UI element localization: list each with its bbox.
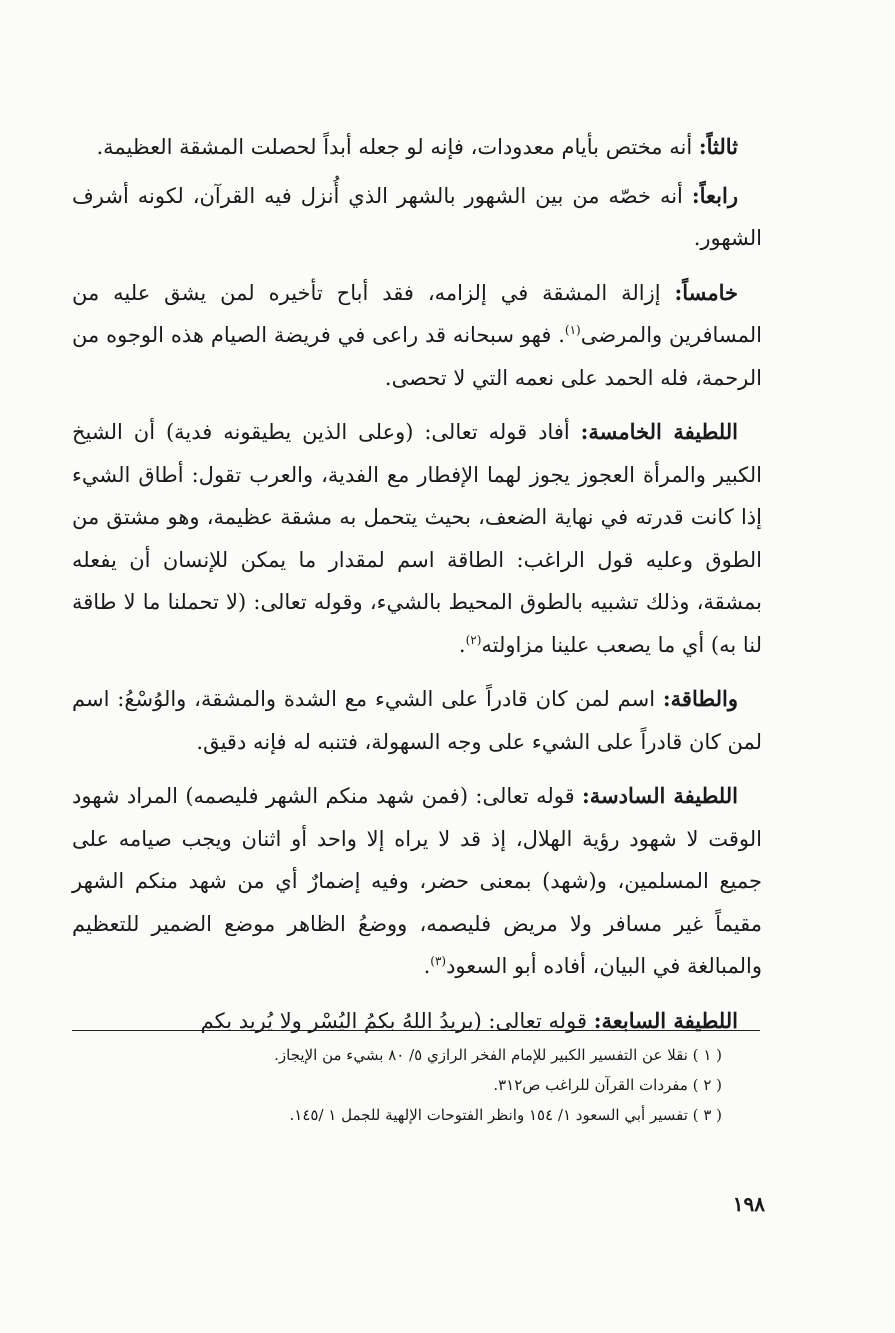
footnote-ref[interactable]: (٢)	[465, 632, 482, 647]
paragraph-fourth	[72, 175, 762, 260]
footnote-3: ( ٣ ) تفسير أبي السعود ١/ ١٥٤ وانظر الفتوحات الإلهية للجمل ١ /١٤٥.	[289, 1106, 722, 1124]
footnote-divider	[72, 1030, 760, 1031]
paragraph-lead: رابعاً:	[691, 182, 738, 208]
paragraph-subtlety-six	[72, 775, 762, 988]
paragraph-text: أنه خصّه من بين الشهور بالشهر الذي أُنزل فيه القرآن، لكونه أشرف الشهور.	[72, 183, 762, 250]
paragraph-lead: خامساً:	[674, 279, 738, 305]
paragraph-lead: اللطيفة السابعة:	[593, 1007, 738, 1033]
footnotes	[72, 1040, 722, 1130]
paragraph-text-after: . فهو سبحانه قد راعى في فريضة الصيام هذه الوجوه من الرحمة، فله الحمد على نعمه التي لا تحصى.	[72, 323, 762, 390]
paragraph-subtlety-five	[72, 411, 762, 666]
footnote-ref[interactable]: (٣)	[430, 954, 447, 968]
paragraph-subtlety-seven	[72, 1000, 762, 1043]
paragraph-lead: ثالثاً:	[698, 134, 738, 159]
paragraph-fifth	[72, 272, 762, 400]
paragraph-third	[72, 126, 762, 169]
paragraph-lead: اللطيفة السادسة:	[582, 783, 738, 808]
paragraph-capacity	[72, 678, 762, 763]
paragraph-text-after: .	[458, 632, 466, 657]
paragraph-text: إزالة المشقة في إلزامه، فقد أباح تأخيره لمن يشق عليه من المسافرين والمرضى	[72, 280, 763, 347]
paragraph-text-after: .	[423, 954, 431, 978]
page-body	[72, 126, 762, 1054]
page-number: ١٩٨	[732, 1192, 765, 1216]
footnote-2: ( ٢ ) مفردات القرآن للراغب ص٣١٢.	[493, 1076, 722, 1094]
paragraph-text: قوله تعالى: (يريدُ اللهُ بكمُ اليُسْر ولا يُريد بكم	[200, 1008, 588, 1033]
paragraph-text: قوله تعالى: (فمن شهد منكم الشهر فليصمه) المراد شهود الوقت لا شهود رؤية الهلال، إذ قد لا يراه إلا واحد أو اثنان ويجب صيامه على جميع المسلمين، و(شهد) بمعنى حضر، وفيه إضمارٌ أي من شهد منكم الشهر مقيماً غير مسافر ولا مريض فليصمه، ووضعُ الظاهر موضع الضمير للتعظيم والمبالغة في البيان، أفاده أبو السعود	[72, 784, 762, 978]
paragraph-text: أفاد قوله تعالى: (وعلى الذين يطيقونه فدية) أن الشيخ الكبير والمرأة العجوز يجوز لهما الإفطار مع الفدية، والعرب تقول: أطاق الشيء إذا كانت قدرته في نهاية الضعف، بحيث يتحمل به مشقة عظيمة، وهو مشتق من الطوق وعليه قول الراغب: الطاقة اسم لمقدار ما يمكن للإنسان أن يفعله بمشقة، وذلك تشبيه بالطوق المحيط بالشيء، وقوله تعالى: (لا تحملنا ما لا طاقة لنا به) أي ما يصعب علينا مزاولته	[72, 420, 762, 657]
paragraph-lead: اللطيفة الخامسة:	[580, 419, 738, 444]
paragraph-text: أنه مختص بأيام معدودات، فإنه لو جعله أبداً لحصلت المشقة العظيمة.	[96, 135, 693, 159]
paragraph-text: اسم لمن كان قادراً على الشيء مع الشدة والمشقة، والوُسْعُ: اسم لمن كان قادراً على الشيء على وجه السهولة، فتنبه له فإنه دقيق.	[72, 687, 762, 754]
footnote-1: ( ١ ) نقلا عن التفسير الكبير للإمام الفخر الرازي ٥/ ٨٠ بشيء من الإيجاز.	[274, 1046, 722, 1064]
footnote-ref[interactable]: (١)	[564, 323, 581, 337]
paragraph-lead: والطاقة:	[662, 686, 738, 711]
